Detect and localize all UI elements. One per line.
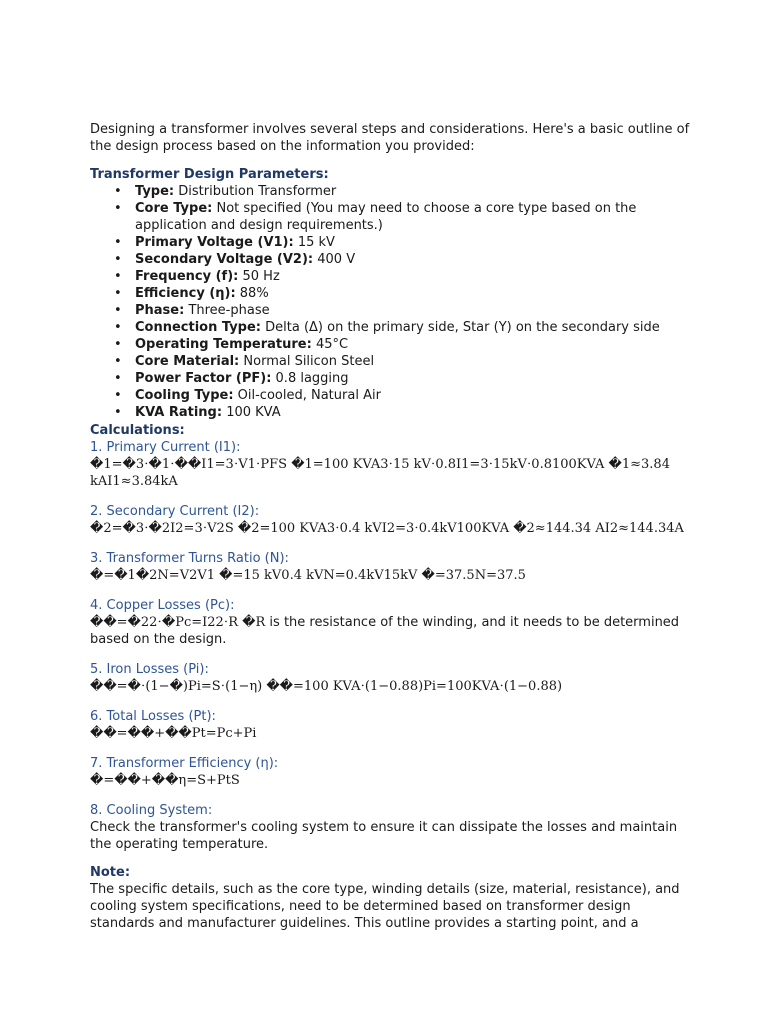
parameter-item [135, 234, 690, 251]
parameter-value: Normal Silicon Steel [239, 354, 375, 369]
parameter-label: Connection Type: [135, 320, 262, 335]
step-title: 2. Secondary Current (I2): [90, 504, 260, 519]
parameter-value: 88% [235, 286, 269, 301]
parameter-value: 400 V [313, 252, 356, 267]
step-title: 1. Primary Current (I1): [90, 440, 241, 455]
parameter-label: Type: [135, 184, 175, 199]
step-formula: �=�1�2N=V2V1 �=15 kV0.4 kVN=0.4kV15kV �=37.5N=37.5 [90, 568, 526, 583]
step-title: 7. Transformer Efficiency (η): [90, 756, 279, 771]
parameter-item [135, 285, 690, 302]
parameter-value: 50 Hz [238, 269, 280, 284]
parameter-label: KVA Rating: [135, 405, 223, 420]
parameter-value: Three-phase [184, 303, 270, 318]
step-title: 4. Copper Losses (Pc): [90, 598, 235, 613]
parameter-item [135, 268, 690, 285]
parameter-value: Delta (Δ) on the primary side, Star (Y) on the secondary side [261, 320, 660, 335]
parameter-label: Core Material: [135, 354, 240, 369]
step-title: 6. Total Losses (Pt): [90, 709, 216, 724]
note-paragraph: The specific details, such as the core type, winding details (size, material, resistance), and cooling system specifications, need to be determined based on transformer design standards and manufacturer guidelines. This outline provides a starting point, and a [90, 882, 680, 931]
step-formula: �2=�3⋅�2I2=3⋅V2S �2=100 KVA3⋅0.4 kVI2=3⋅0.4kV100KVA �2≈144.34 AI2≈144.34A [90, 521, 684, 536]
parameter-item [135, 370, 690, 387]
parameter-item [135, 404, 690, 421]
parameter-item [135, 183, 690, 200]
calc-step-primary-current [90, 439, 690, 490]
calc-step-turns-ratio [90, 550, 690, 584]
parameters-heading: Transformer Design Parameters: [90, 167, 329, 182]
parameter-value: 15 kV [293, 235, 335, 250]
parameter-label: Secondary Voltage (V2): [135, 252, 314, 267]
parameter-label: Phase: [135, 303, 185, 318]
parameter-item [135, 336, 690, 353]
note-heading: Note: [90, 865, 131, 880]
calc-step-iron-losses [90, 661, 690, 695]
step-text-body: is the resistance of the winding, and it needs to be determined based on the design. [90, 615, 680, 647]
parameter-item [135, 387, 690, 404]
calc-step-secondary-current [90, 503, 690, 537]
parameter-label: Primary Voltage (V1): [135, 235, 294, 250]
step-title: 8. Cooling System: [90, 803, 213, 818]
parameter-item [135, 353, 690, 370]
step-formula: ��=�22⋅�Pc=I22⋅R �R [90, 615, 266, 630]
calculations-heading: Calculations: [90, 423, 185, 438]
step-title: 5. Iron Losses (Pi): [90, 662, 209, 677]
parameters-list [90, 183, 690, 421]
calc-step-copper-losses [90, 597, 690, 648]
parameter-label: Core Type: [135, 201, 213, 216]
parameter-item [135, 302, 690, 319]
parameter-label: Cooling Type: [135, 388, 234, 403]
parameter-label: Frequency (f): [135, 269, 239, 284]
intro-paragraph: Designing a transformer involves several steps and considerations. Here's a basic outline of the design process based on the information you provided: [90, 122, 690, 154]
parameter-label: Power Factor (PF): [135, 371, 272, 386]
parameter-label: Efficiency (η): [135, 286, 236, 301]
calc-step-cooling-system [90, 802, 690, 853]
parameter-item [135, 319, 690, 336]
parameter-value: 45°C [311, 337, 349, 352]
parameter-value: Not specified (You may need to choose a core type based on the application and design requirements.) [135, 201, 637, 233]
parameter-label: Operating Temperature: [135, 337, 312, 352]
parameter-item [135, 200, 690, 234]
calc-step-total-losses [90, 708, 690, 742]
step-formula: �1=�3⋅�1⋅��I1=3⋅V1⋅PFS �1=100 KVA3⋅15 kV⋅0.8I1=3⋅15kV⋅0.8100KVA �1≈3.84 kAI1≈3.84kA [90, 457, 670, 489]
calc-step-efficiency [90, 755, 690, 789]
parameter-value: 0.8 lagging [271, 371, 349, 386]
document-body [90, 121, 690, 932]
parameter-value: 100 KVA [222, 405, 281, 420]
step-title: 3. Transformer Turns Ratio (N): [90, 551, 289, 566]
step-text [90, 614, 690, 648]
parameter-value: Oil-cooled, Natural Air [233, 388, 381, 403]
parameter-item [135, 251, 690, 268]
parameter-value: Distribution Transformer [174, 184, 337, 199]
step-formula: ��=�⋅(1−�)Pi=S⋅(1−η) ��=100 KVA⋅(1−0.88)Pi=100KVA⋅(1−0.88) [90, 679, 563, 694]
step-formula: �=��+��η=S+PtS [90, 773, 240, 788]
step-formula: ��=��+��Pt=Pc+Pi [90, 726, 257, 741]
step-text: Check the transformer's cooling system to ensure it can dissipate the losses and maintain the operating temperature. [90, 820, 678, 852]
